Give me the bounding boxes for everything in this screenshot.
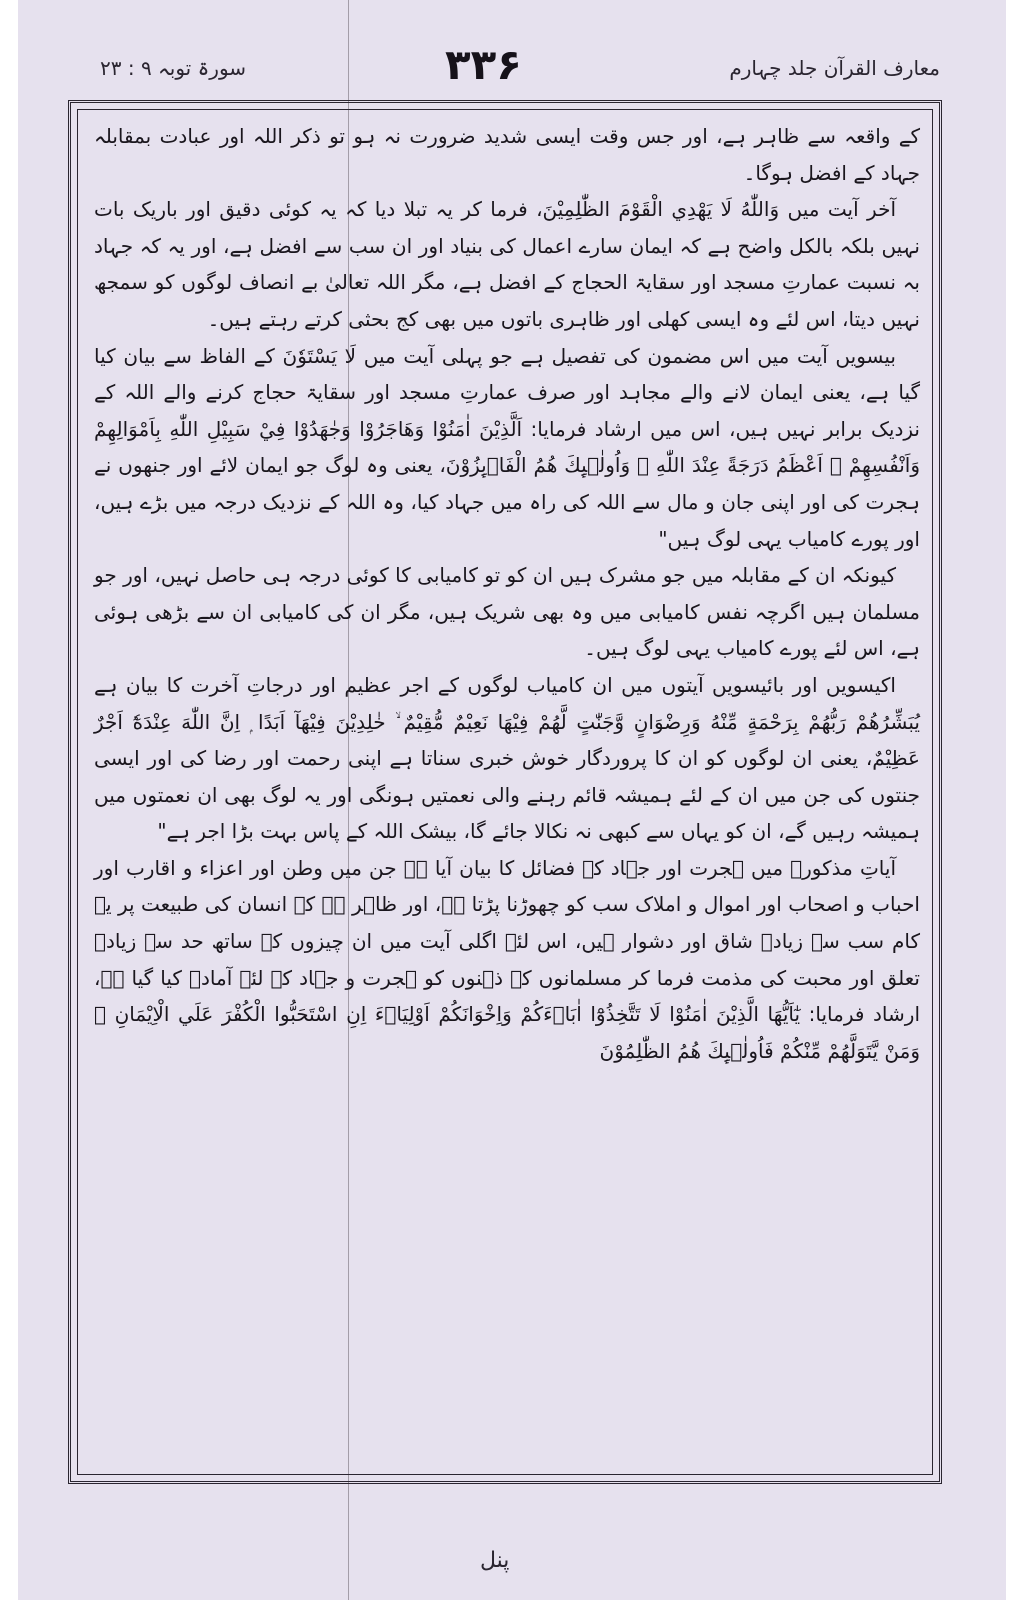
paragraph: کے واقعہ سے ظاہر ہے، اور جس وقت ایسی شدید ضرورت نہ ہو تو ذکر اللہ اور عبادت بمقابلہ جہاد کے افضل ہوگا۔: [94, 124, 920, 185]
book-title: معارف القرآن جلد چہارم: [729, 56, 940, 80]
page-header: [90, 40, 940, 100]
scan-margin-left: [0, 0, 18, 1600]
paragraph: آخر آیت میں وَاللّٰهُ لَا يَهْدِي الْقَوْمَ الظّٰلِمِيْنَ، فرما کر یہ تبلا دیا کہ یہ کوئی دقیق اور باریک بات نہیں بلکہ بالکل واضح ہے کہ ایمان سارے اعمال کی بنیاد اور ان سب سے افضل ہے، اور یہ کہ جہاد بہ نسبت عمارتِ مسجد اور سقایۃ الحجاج کے افضل ہے، مگر اللہ تعالیٰ بے انصاف لوگوں کو سمجھ نہیں دیتا، اس لئے وہ ایسی کھلی اور ظاہری باتوں میں بھی کج بحثی کرتے رہتے ہیں۔: [94, 197, 920, 331]
surah-reference: سورۃ توبہ ۹ : ۲۳: [100, 56, 247, 80]
paragraph: بیسویں آیت میں اس مضمون کی تفصیل ہے جو پہلی آیت میں لَا يَسْتَوٗنَ کے الفاظ سے بیان کیا گیا ہے، یعنی ایمان لانے والے مجاہد اور صرف عمارتِ مسجد اور سقایۃ حجاج کرنے والے اللہ کے نزدیک برابر نہیں ہیں، اس میں ارشاد فرمایا: اَلَّذِيْنَ اٰمَنُوْا وَهَاجَرُوْا وَجٰهَدُوْا فِيْ سَبِيْلِ اللّٰهِ بِاَمْوَالِهِمْ وَاَنْفُسِهِمْ ۙ اَعْظَمُ دَرَجَةً عِنْدَ اللّٰهِ ۭ وَاُولٰۗىِٕكَ هُمُ الْفَاۗىِٕزُوْنَ، یعنی وہ لوگ جو ایمان لائے اور جنھوں نے ہجرت کی اور اپنی جان و مال سے اللہ کی راہ میں جہاد کیا، وہ اللہ کے نزدیک درجہ میں بڑے ہیں، اور پورے کامیاب یہی لوگ ہیں": [94, 343, 920, 551]
paragraph: آیاتِ مذکورہ میں ہجرت اور جہاد کے فضائل کا بیان آیا ہے جن میں وطن اور اعزاء و اقارب اور احباب و اصحاب اور اموال و املاک سب کو چھوڑنا پڑتا ہے، اور ظاہر ہے کہ انسان کی طبیعت پر یہ کام سب سے زیادہ شاق اور دشوار ہیں، اس لئے اگلی آیت میں ان چیزوں کے ساتھ حد سے زیادہ تعلق اور محبت کی مذمت فرما کر مسلمانوں کے ذہنوں کو ہجرت و جہاد کے لئے آمادہ کیا گیا ہے، ارشاد فرمایا: يٰٓاَيُّهَا الَّذِيْنَ اٰمَنُوْا لَا تَتَّخِذُوْٓا اٰبَاۗءَكُمْ وَاِخْوَانَكُمْ اَوْلِيَاۗءَ اِنِ اسْتَحَبُّوا الْكُفْرَ عَلَي الْاِيْمَانِ ۭ وَمَنْ يَّتَوَلَّهُمْ مِّنْكُمْ فَاُولٰۗىِٕكَ هُمُ الظّٰلِمُوْنَ: [94, 855, 920, 1063]
page-number: ۳۳۶: [445, 40, 522, 89]
paragraph: اکیسویں اور بائیسویں آیتوں میں ان کامیاب لوگوں کے اجر عظیم اور درجاتِ آخرت کا بیان ہے يُبَشِّرُهُمْ رَبُّهُمْ بِرَحْمَةٍ مِّنْهُ وَرِضْوَانٍ وَّجَنّٰتٍ لَّهُمْ فِيْهَا نَعِيْمٌ مُّقِيْمٌ ۙ خٰلِدِيْنَ فِيْهَآ اَبَدًا ۭ اِنَّ اللّٰهَ عِنْدَهٗٓ اَجْرٌ عَظِيْمٌ، یعنی ان لوگوں کو ان کا پروردگار خوش خبری سناتا ہے اپنی رحمت اور رضا کی اور ایسی جنتوں کی جن میں ان کے لئے ہمیشہ قائم رہنے والی نعمتیں ہونگی اور یہ لوگ بھی ان نعمتوں میں ہمیشہ رہیں گے، ان کو یہاں سے کبھی نہ نکالا جائے گا، بیشک اللہ کے پاس بہت بڑا اجر ہے": [94, 672, 920, 844]
paragraph: کیونکہ ان کے مقابلہ میں جو مشرک ہیں ان کو تو کامیابی کا کوئی درجہ ہی حاصل نہیں، اور جو مسلمان ہیں اگرچہ نفس کامیابی میں وہ بھی شریک ہیں، مگر ان کی کامیابی ان سے بڑھی ہوئی ہے، اس لئے پورے کامیاب یہی لوگ ہیں۔: [94, 563, 920, 661]
footer-mark: پنل: [480, 1548, 510, 1573]
scan-margin-right: [1006, 0, 1024, 1600]
body-text: [94, 118, 920, 1069]
